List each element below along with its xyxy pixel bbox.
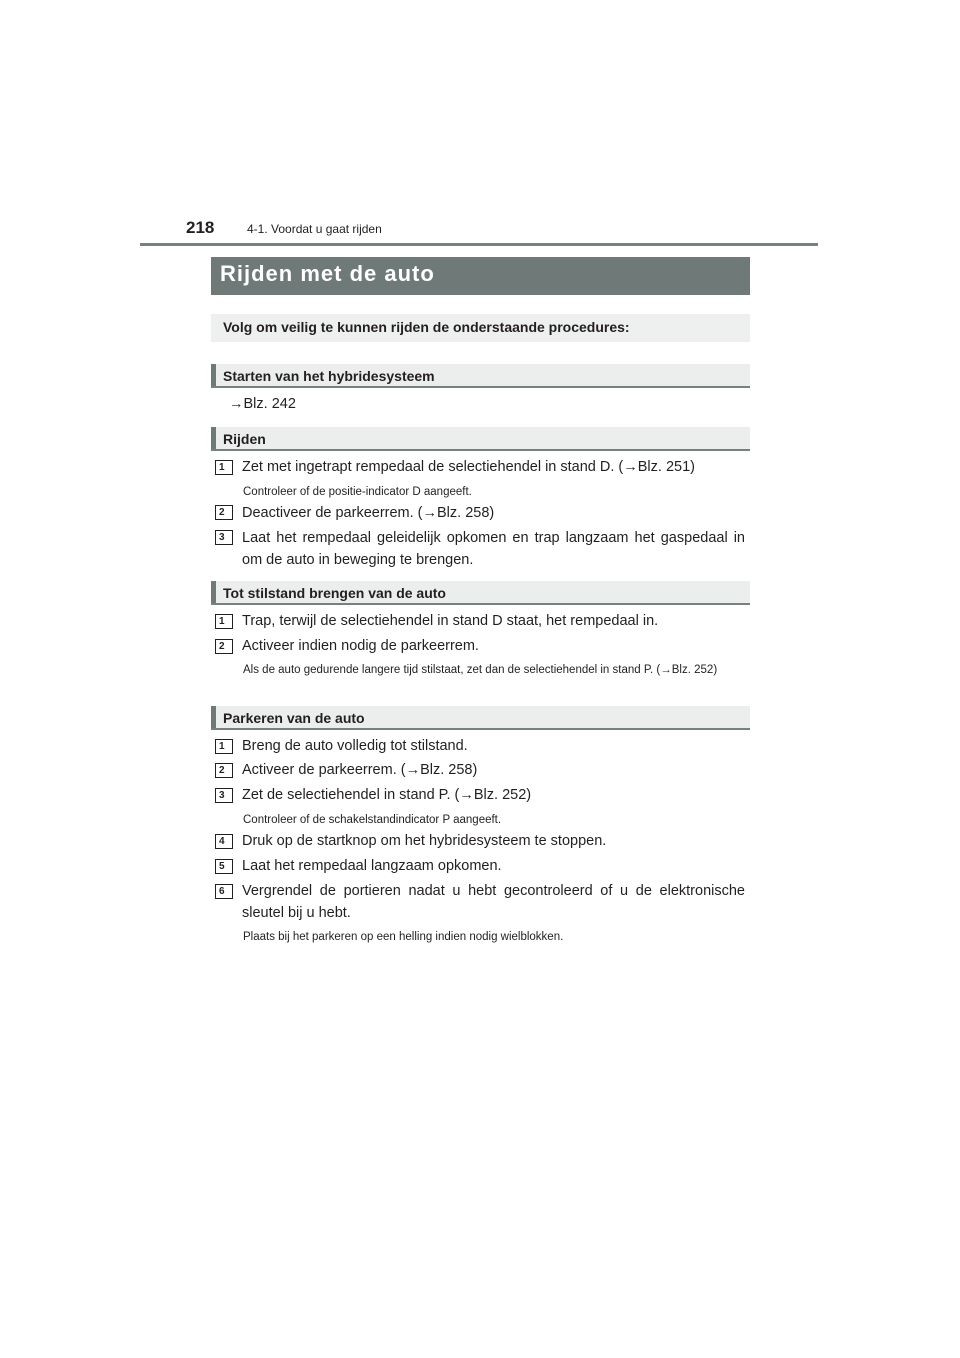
step-number: 5: [215, 859, 233, 874]
section-heading-starten: Starten van het hybridesysteem: [211, 364, 750, 388]
step-text: Laat het rempedaal geleidelijk opkomen en trap langzaam het gaspedaal in om de auto in beweging te brengen.: [242, 530, 745, 568]
step-text: Zet de selectiehendel in stand P. (→Blz. 252): [242, 787, 532, 803]
step-note: Controleer of de schakelstandindicator P aangeeft.: [243, 814, 502, 826]
page-title: Rijden met de auto: [211, 257, 750, 295]
step-text: Activeer indien nodig de parkeerrem.: [242, 638, 479, 654]
step-note: Controleer of de positie-indicator D aangeeft.: [243, 486, 472, 498]
intro-box: Volg om veilig te kunnen rijden de onderstaande procedures:: [211, 314, 750, 342]
step-note: Plaats bij het parkeren op een helling indien nodig wielblokken.: [243, 931, 564, 943]
step-text: Trap, terwijl de selectiehendel in stand D staat, het rempedaal in.: [242, 613, 659, 629]
section-heading-stilstand: Tot stilstand brengen van de auto: [211, 581, 750, 605]
step-number: 3: [215, 530, 233, 545]
step-number: 4: [215, 834, 233, 849]
step-text: Deactiveer de parkeerrem. (→Blz. 258): [242, 505, 495, 521]
step-number: 6: [215, 884, 233, 899]
page-number: 218: [186, 218, 215, 237]
step-number: 2: [215, 639, 233, 654]
step-text: Laat het rempedaal langzaam opkomen.: [242, 858, 502, 874]
section-heading-rijden: Rijden: [211, 427, 750, 451]
step-number: 2: [215, 763, 233, 778]
step-number: 1: [215, 614, 233, 629]
step-text: Vergrendel de portieren nadat u hebt gecontroleerd of u de elektronische sleutel bij u hebt.: [242, 883, 745, 921]
section-heading-parkeren: Parkeren van de auto: [211, 706, 750, 730]
step-text: Activeer de parkeerrem. (→Blz. 258): [242, 762, 478, 778]
step-text: Zet met ingetrapt rempedaal de selectiehendel in stand D. (→Blz. 251): [242, 459, 695, 475]
header-rule: [140, 243, 818, 246]
step-text: Breng de auto volledig tot stilstand.: [242, 738, 468, 754]
step-number: 1: [215, 460, 233, 475]
step-note: Als de auto gedurende langere tijd stilstaat, zet dan de selectiehendel in stand P. (→Blz. 252): [243, 664, 718, 676]
step-text: Druk op de startknop om het hybridesysteem te stoppen.: [242, 833, 607, 849]
step-number: 1: [215, 739, 233, 754]
page-reference: →Blz. 242: [229, 396, 296, 412]
step-number: 2: [215, 505, 233, 520]
running-header: 4-1. Voordat u gaat rijden: [247, 222, 382, 236]
step-number: 3: [215, 788, 233, 803]
